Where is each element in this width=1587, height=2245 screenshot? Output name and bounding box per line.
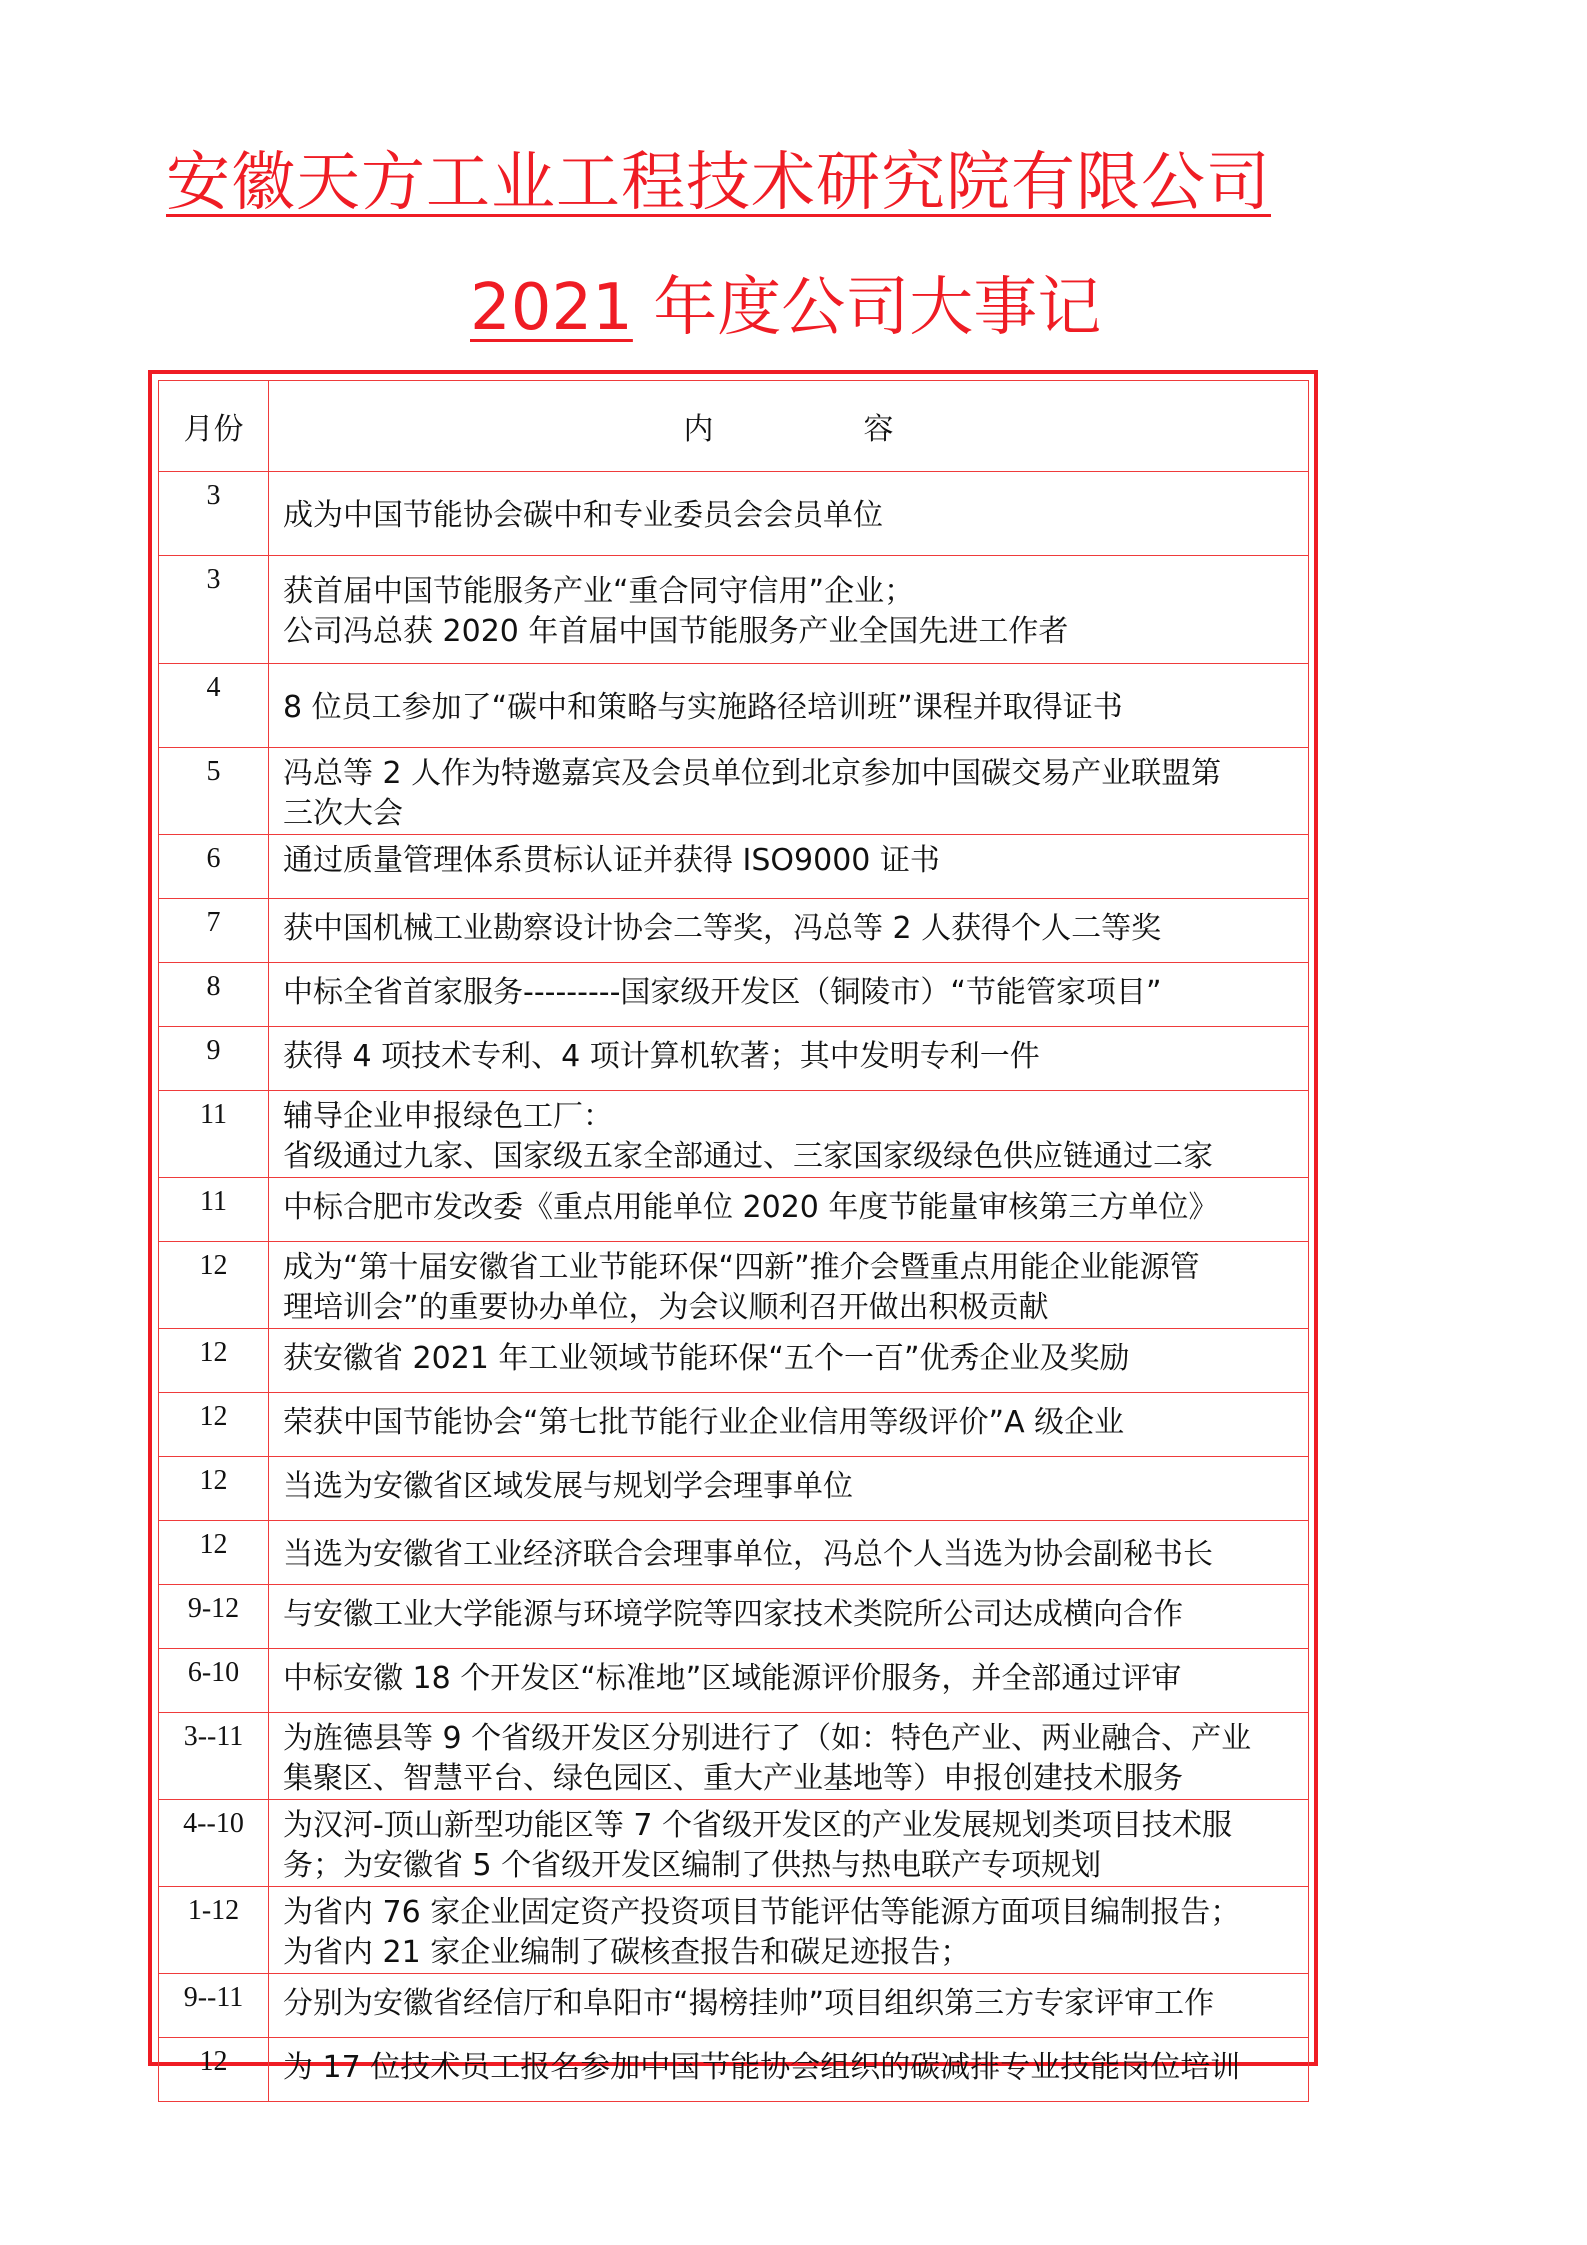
table-row [159, 556, 1309, 664]
table-row [159, 748, 1309, 835]
table-row [159, 835, 1309, 899]
row-content: 获安徽省 2021 年工业领域节能环保“五个一百”优秀企业及奖励 [269, 1329, 1309, 1393]
row-month: 4--10 [159, 1800, 269, 1887]
table-row [159, 1521, 1309, 1585]
row-month: 12 [159, 1242, 269, 1329]
table-row [159, 1974, 1309, 2038]
table-row [159, 1393, 1309, 1457]
table-row [159, 664, 1309, 748]
row-content: 成为“第十届安徽省工业节能环保“四新”推介会暨重点用能企业能源管 理培训会”的重要协办单位，为会议顺利召开做出积极贡献 [269, 1242, 1309, 1329]
table-row [159, 1242, 1309, 1329]
table-row [159, 1800, 1309, 1887]
row-content: 中标全省首家服务---------国家级开发区（铜陵市）“节能管家项目” [269, 963, 1309, 1027]
subtitle-text: 年度公司大事记 [653, 271, 1102, 345]
row-month: 9--11 [159, 1974, 269, 2038]
table-header-row [159, 381, 1309, 472]
table-row [159, 1457, 1309, 1521]
row-month: 3 [159, 556, 269, 664]
row-month: 12 [159, 1329, 269, 1393]
row-content: 中标安徽 18 个开发区“标准地”区域能源评价服务，并全部通过评审 [269, 1649, 1309, 1713]
row-month: 1-12 [159, 1887, 269, 1974]
table-row [159, 1027, 1309, 1091]
row-content: 为省内 76 家企业固定资产投资项目节能评估等能源方面项目编制报告； 为省内 21 家企业编制了碳核查报告和碳足迹报告； [269, 1887, 1309, 1974]
column-header-content-part2: 容 [863, 412, 894, 447]
row-month: 4 [159, 664, 269, 748]
row-month: 11 [159, 1178, 269, 1242]
row-month: 5 [159, 748, 269, 835]
row-content: 获中国机械工业勘察设计协会二等奖，冯总等 2 人获得个人二等奖 [269, 899, 1309, 963]
row-content: 为 17 位技术员工报名参加中国节能协会组织的碳减排专业技能岗位培训 [269, 2038, 1309, 2102]
table-row [159, 1649, 1309, 1713]
row-content: 与安徽工业大学能源与环境学院等四家技术类院所公司达成横向合作 [269, 1585, 1309, 1649]
row-content: 通过质量管理体系贯标认证并获得 ISO9000 证书 [269, 835, 1309, 899]
row-content: 为旌德县等 9 个省级开发区分别进行了（如：特色产业、两业融合、产业 集聚区、智慧平台、绿色园区、重大产业基地等）申报创建技术服务 [269, 1713, 1309, 1800]
row-month: 12 [159, 1393, 269, 1457]
row-content: 成为中国节能协会碳中和专业委员会会员单位 [269, 472, 1309, 556]
row-content: 获首届中国节能服务产业“重合同守信用”企业； 公司冯总获 2020 年首届中国节能服务产业全国先进工作者 [269, 556, 1309, 664]
row-month: 9-12 [159, 1585, 269, 1649]
subtitle-year: 2021 [470, 271, 633, 345]
row-month: 8 [159, 963, 269, 1027]
table-row [159, 1713, 1309, 1800]
row-content: 当选为安徽省工业经济联合会理事单位，冯总个人当选为协会副秘书长 [269, 1521, 1309, 1585]
row-month: 3--11 [159, 1713, 269, 1800]
row-month: 6 [159, 835, 269, 899]
column-header-content [269, 381, 1309, 472]
events-table [158, 380, 1309, 2102]
row-content: 获得 4 项技术专利、4 项计算机软著；其中发明专利一件 [269, 1027, 1309, 1091]
table-row [159, 2038, 1309, 2102]
table-row [159, 1887, 1309, 1974]
column-header-content-part1: 内 [683, 412, 714, 447]
row-month: 7 [159, 899, 269, 963]
row-month: 3 [159, 472, 269, 556]
table-row [159, 472, 1309, 556]
row-content: 冯总等 2 人作为特邀嘉宾及会员单位到北京参加中国碳交易产业联盟第 三次大会 [269, 748, 1309, 835]
page-title: 安徽天方工业工程技术研究院有限公司 [166, 146, 1271, 220]
table-row [159, 963, 1309, 1027]
table-row [159, 1329, 1309, 1393]
row-month: 12 [159, 1457, 269, 1521]
row-content: 荣获中国节能协会“第七批节能行业企业信用等级评价”A 级企业 [269, 1393, 1309, 1457]
page-subtitle [470, 265, 1170, 351]
row-content: 中标合肥市发改委《重点用能单位 2020 年度节能量审核第三方单位》 [269, 1178, 1309, 1242]
table-row [159, 1585, 1309, 1649]
row-content: 8 位员工参加了“碳中和策略与实施路径培训班”课程并取得证书 [269, 664, 1309, 748]
table-row [159, 1091, 1309, 1178]
row-content: 分别为安徽省经信厅和阜阳市“揭榜挂帅”项目组织第三方专家评审工作 [269, 1974, 1309, 2038]
events-table-frame [148, 370, 1318, 2085]
table-row [159, 1178, 1309, 1242]
column-header-month: 月份 [159, 381, 269, 472]
row-month: 12 [159, 2038, 269, 2102]
row-month: 11 [159, 1091, 269, 1178]
row-month: 12 [159, 1521, 269, 1585]
row-content: 辅导企业申报绿色工厂： 省级通过九家、国家级五家全部通过、三家国家级绿色供应链通过二家 [269, 1091, 1309, 1178]
row-month: 6-10 [159, 1649, 269, 1713]
table-row [159, 899, 1309, 963]
row-content: 当选为安徽省区域发展与规划学会理事单位 [269, 1457, 1309, 1521]
row-content: 为汉河-顶山新型功能区等 7 个省级开发区的产业发展规划类项目技术服 务；为安徽省 5 个省级开发区编制了供热与热电联产专项规划 [269, 1800, 1309, 1887]
row-month: 9 [159, 1027, 269, 1091]
